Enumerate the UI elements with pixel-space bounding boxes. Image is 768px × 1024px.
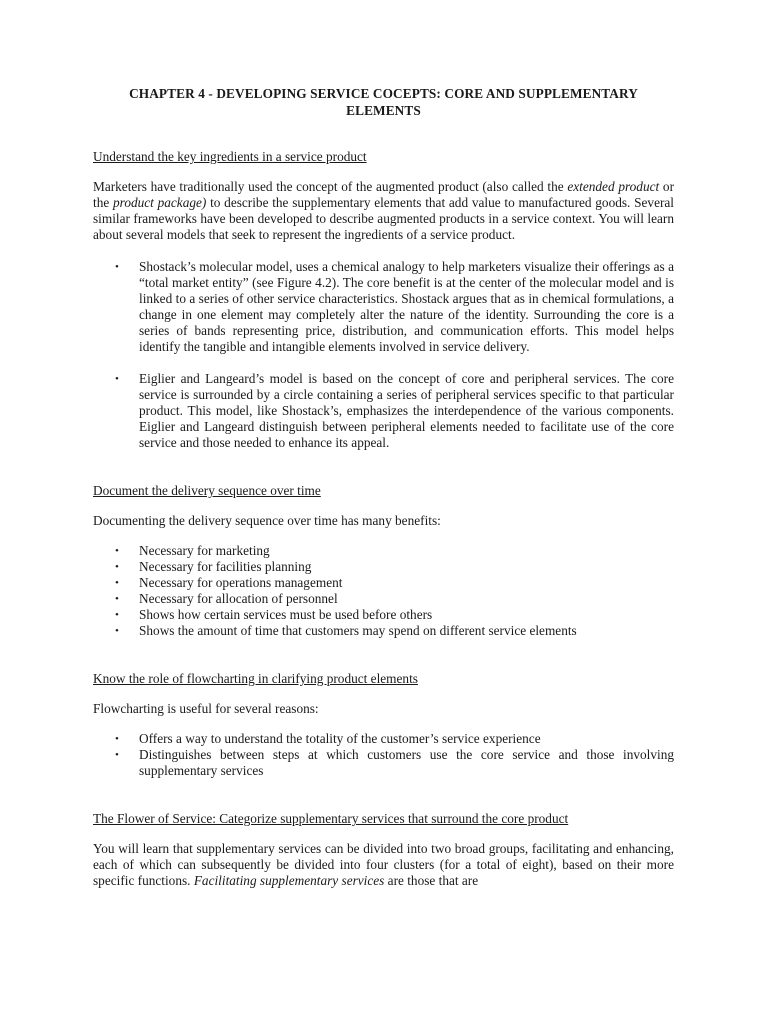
- bullet-list: [93, 259, 674, 451]
- bullet-icon: •: [115, 545, 119, 557]
- list-item: • Distinguishes between steps at which customers use the core service and those involving supplementary services: [115, 747, 674, 778]
- list-item: • Shows how certain services must be used before others: [115, 607, 433, 622]
- list-item: • Shows the amount of time that customers may spend on different service elements: [115, 623, 577, 638]
- bullet-list: [93, 543, 674, 639]
- chapter-title: CHAPTER 4 - DEVELOPING SERVICE COCEPTS: CORE AND SUPPLEMENTARY ELEMENTS: [129, 86, 638, 118]
- section-paragraph: You will learn that supplementary services can be divided into two broad groups, facilitating and enhancing, each of which can subsequently be divided into four clusters (for a total of eight), based on their more specific functions. Facilitating supplementary services are those that are: [93, 841, 674, 888]
- list-item: • Necessary for facilities planning: [115, 559, 312, 574]
- section-paragraph: Flowcharting is useful for several reasons:: [93, 701, 319, 716]
- section-heading: Know the role of flowcharting in clarifying product elements: [93, 671, 418, 686]
- section-paragraph: Documenting the delivery sequence over time has many benefits:: [93, 513, 441, 528]
- bullet-icon: •: [115, 373, 119, 385]
- section-heading: Understand the key ingredients in a service product: [93, 149, 367, 164]
- list-item: • Eiglier and Langeard’s model is based on the concept of core and peripheral services. The core service is surrounded by a circle containing a series of peripheral services specific to that particular product. This model, like Shostack’s, emphasizes the interdependence of the various components. Eiglier and Langeard distinguish between peripheral elements needed to facilitate use of the core service and those needed to enhance its appeal.: [115, 371, 674, 450]
- bullet-icon: •: [115, 261, 119, 273]
- bullet-icon: •: [115, 577, 119, 589]
- list-item: • Necessary for allocation of personnel: [115, 591, 338, 606]
- list-item: • Shostack’s molecular model, uses a chemical analogy to help marketers visualize their offerings as a “total market entity” (see Figure 4.2). The core benefit is at the center of the molecular model and is linked to a series of other service characteristics. Shostack argues that as in chemical formulations, a change in one element may completely alter the nature of the identity. Surrounding the core is a series of bands representing price, distribution, and communication efforts. This model helps identify the tangible and intangible elements involved in service delivery.: [115, 259, 674, 354]
- bullet-icon: •: [115, 593, 119, 605]
- bullet-icon: •: [115, 625, 119, 637]
- list-item: • Necessary for operations management: [115, 575, 343, 590]
- section-heading: The Flower of Service: Categorize supplementary services that surround the core product: [93, 811, 569, 826]
- bullet-icon: •: [115, 561, 119, 573]
- section-heading: Document the delivery sequence over time: [93, 483, 321, 498]
- list-item: • Offers a way to understand the totality of the customer’s service experience: [115, 731, 541, 746]
- bullet-icon: •: [115, 609, 119, 621]
- bullet-icon: •: [115, 749, 119, 761]
- list-item: • Necessary for marketing: [115, 543, 270, 558]
- bullet-icon: •: [115, 733, 119, 745]
- section-paragraph: Marketers have traditionally used the concept of the augmented product (also called the extended product or the product package) to describe the supplementary elements that add value to manufactured goods. Several similar frameworks have been developed to describe augmented products in a service context. You will learn about several models that seek to represent the ingredients of a service product.: [93, 179, 674, 242]
- bullet-list: [93, 731, 674, 779]
- document-page: [93, 86, 674, 889]
